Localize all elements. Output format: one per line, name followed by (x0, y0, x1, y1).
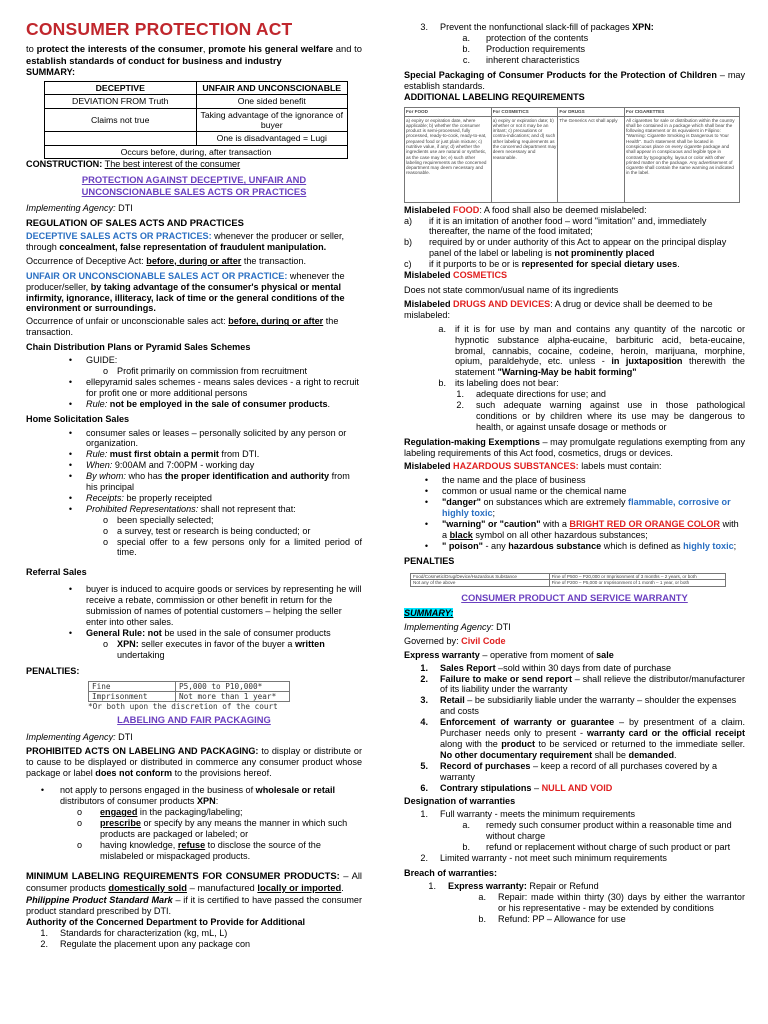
construction: CONSTRUCTION: The best interest of the consumer (26, 159, 241, 170)
express-warranty: Express warranty – operative from moment of sale (404, 649, 614, 660)
designation-heading: Designation of warranties (404, 795, 516, 806)
list-item: 5. Record of purchases – keep a record of all purchases covered by a warranty (420, 760, 717, 782)
deceptive-occurrence: Occurrence of Deceptive Act: before, during or after the transaction. (26, 255, 307, 266)
list-item: 2. Regulate the placement upon any package con (40, 938, 251, 949)
authority-heading: Authority of the Concerned Department to Provide for Additional (26, 916, 306, 927)
implementing-agency-2: Implementing Agency: DTI (26, 731, 133, 742)
list-item: c) if it purports to be or is represented for special dietary uses. (404, 259, 680, 270)
list-item: 1. Express warranty: Repair or Refund (428, 880, 599, 891)
summary-cell: Claims not true (45, 108, 197, 132)
warranty-agency: Implementing Agency: DTI (404, 621, 511, 632)
summary-label: SUMMARY: (26, 66, 75, 77)
list-item: • Receipts: be properly receipted (68, 492, 212, 503)
intro-paragraph: to protect the interests of the consumer, promote his general welfare and to establish standards of conduct for business and industry (26, 43, 362, 66)
penalty-cell: Fine (89, 681, 176, 691)
slack-fill-list (404, 22, 745, 66)
list-item: o special offer to a few persons only for a limited period of time. (102, 536, 362, 558)
list-item: 1. adequate directions for use; and (456, 389, 606, 400)
labeling-header-cigarettes: For CIGARETTES (625, 108, 740, 116)
penalty-cell: Imprisonment (89, 691, 176, 701)
list-item: a. protection of the contents (462, 32, 589, 43)
ppsm: Philippine Product Standard Mark – if it is certified to have passed the consumer product standard prescribed by DTI. (26, 895, 362, 916)
summary-table (44, 81, 348, 160)
list-item: 1. Standards for characterization (kg, mL, L) (40, 927, 228, 938)
summary-cell: One is disadvantaged = Lugi (196, 132, 348, 145)
penalty-table (88, 681, 290, 702)
penalties-heading: PENALTIES (404, 555, 455, 566)
list-item: • General Rule: not be used in the sale of consumer products (68, 627, 331, 638)
list-item: 3. Prevent the nonfunctional slack-fill of packages XPN: (420, 22, 654, 32)
additional-labeling-heading: ADDITIONAL LABELING REQUIREMENTS (404, 92, 585, 103)
breach-list (404, 881, 745, 925)
mislabeled-cosmetics: Mislabeled COSMETICS (404, 270, 508, 281)
penalty-cell: P5,000 to P10,000* (176, 681, 290, 691)
page-title: CONSUMER PROTECTION ACT (26, 19, 293, 39)
penalties-label: PENALTIES: (26, 665, 80, 676)
list-item: c. inherent characteristics (462, 54, 580, 65)
list-item: • "warning" or "caution" with a BRIGHT RED OR ORANGE COLOR with a black symbol on all other hazardous substances; (424, 519, 739, 540)
drug-list (404, 324, 745, 433)
list-item: b. its labeling does not bear: (438, 378, 559, 389)
penalty-cell: Not more than 1 year* (176, 691, 290, 701)
prohibited-list (26, 785, 362, 861)
labeling-cell-cosmetics: a) expiry or expiration date; b) whether or not it may be an irritant; c) precautions or contra-indications; and d) such other labeling requirements as the concerned department may deem necessary and reasonable. (491, 116, 558, 202)
list-item: b. Production requirements (462, 43, 586, 54)
left-column (26, 0, 362, 950)
list-item: • Rule: must first obtain a permit from DTI. (68, 449, 260, 460)
list-item: 1. Sales Report –sold within 30 days from date of purchase (420, 662, 671, 673)
unfair-definition: UNFAIR OR UNCONSCIONABLE SALES ACT OR PRACTICE: whenever the producer/seller, by taking advantage of the consumer's physical or mental infirmity, ignorance, illiteracy, lack of time or the general conditions of the environment or surroundings. (26, 270, 345, 314)
list-item: • not apply to persons engaged in the business of wholesale or retail distributors of consumer products XPN: (40, 785, 336, 807)
list-item: • By whom: who has the proper identification and authority from his principal (68, 471, 350, 493)
list-item: 2. such adequate warning against use in those pathological conditions or by children where its use may be dangerous to health, or against unsafe dosage or methods or (456, 400, 745, 432)
mislabeled-hazardous: Mislabeled HAZARDOUS SUBSTANCES: labels must contain: (404, 460, 662, 471)
section-heading-deceptive: PROTECTION AGAINST DECEPTIVE, UNFAIR AND UNCONSCIONABLE SALES ACTS OR PRACTICES (81, 174, 307, 197)
penalty-cell: Food/Cosmetic/Drug/Device/Hazardous Substance (411, 573, 550, 580)
summary-footer: Occurs before, during, after transaction (45, 145, 348, 158)
list-item: • Prohibited Representations: shall not represent that: (68, 503, 296, 514)
labeling-cell-drugs: The Generics Act shall apply (558, 116, 625, 202)
summary-cell (45, 132, 197, 145)
penalty-cell: Fine of P200 – P5,000 or Imprisonment of 1 month – 1 year, or both (549, 580, 725, 587)
list-item: 6. Contrary stipulations – NULL AND VOID (420, 782, 613, 793)
penalty-note: *Or both upon the discretion of the court (88, 702, 278, 711)
cosmetics-body: Does not state common/usual name of its ingredients (404, 284, 619, 295)
list-item: 3. Retail – be subsidiarily liable under the warranty – shoulder the expenses and costs (420, 695, 737, 717)
list-item: • Rule: not be employed in the sale of consumer products. (68, 398, 331, 409)
special-packaging: Special Packaging of Consumer Products for the Protection of Children – may establish standards. (404, 69, 745, 91)
list-item: o engaged in the packaging/labeling; (76, 806, 243, 817)
list-item: 4. Enforcement of warranty or guarantee – by presentment of a claim. Purchaser needs only to present - warranty card or the official receipt along with the product to be serviced or returned to the immediate seller. No other documentary requirement shall be demanded. (420, 717, 745, 760)
mislabeled-drugs: Mislabeled DRUGS AND DEVICES: A drug or device shall be deemed to be mislabeled: (404, 298, 713, 320)
list-item: • When: 9:00AM and 7:00PM - working day (68, 460, 255, 471)
home-list (26, 428, 362, 559)
list-item: o Profit primarily on commission from recruitment (102, 365, 308, 376)
list-item: • ellepyramid sales schemes - means sales devices - a right to recruit for profit one or more additional persons (68, 376, 359, 398)
list-item: o XPN: seller executes in favor of the buyer a written undertaking (102, 638, 325, 660)
designation-list (404, 809, 745, 864)
section-heading-warranty: CONSUMER PRODUCT AND SERVICE WARRANTY (461, 591, 688, 603)
hazard-list (404, 475, 745, 551)
list-item: b. Refund: PP – Allowance for use (478, 913, 626, 924)
summary-header-unfair: UNFAIR AND UNCONSCIONABLE (196, 81, 348, 94)
list-item: b) required by or under authority of this Act to appear on the principal display panel of the label or labeling is not prominently placed (404, 237, 727, 259)
penalty-cell: Fine of P500 – P20,000 or Imprisonment of 3 months – 2 years, or both (549, 573, 725, 580)
list-item: a) if it is an imitation of another food – word "imitation" and, immediately thereafter, the name of the food imitated; (404, 215, 707, 237)
list-item: • GUIDE: (68, 355, 118, 366)
regulation-heading: REGULATION OF SALES ACTS AND PRACTICES (26, 216, 244, 228)
list-item: o prescribe or specify by any means the manner in which such products are packaged or labeled; or (76, 817, 348, 839)
list-item: • consumer sales or leases – personally solicited by any person or organization. (68, 427, 347, 449)
labeling-cell-food: a) expiry or expiration date, where applicable; b) whether the consumer product is semi-processed, fully processed, ready-to-cook, ready-to-eat, prepared food or just plain mixture; c) nutritive value, if any; d) whether the ingredients use are natural or synthetic, as the case may be; e) such other labeling requirements as the concerned department may deem necessary and reasonable. (405, 116, 492, 202)
chain-heading: Chain Distribution Plans or Pyramid Sales Schemes (26, 342, 251, 353)
minimum-labeling: MINIMUM LABELING REQUIREMENTS FOR CONSUMER PRODUCTS: – All consumer products domestically sold – manufactured locally or imported. (26, 870, 362, 893)
list-item: o a survey, test or research is being conducted; or (102, 525, 311, 536)
list-item: o been specially selected; (102, 514, 214, 525)
list-item: a. if it is for use by man and contains any quantity of the narcotic or hypnotic substance alpha-eucaine, barbituric acid, beta-eucaine, bromal, cannabis, cocaine, codeine, heroin, marijuana, morphine, opium, paraldehyde, etc. unless - in juxtaposition therewith the statement "Warning-May be habit forming" (438, 323, 745, 378)
mislabeled-food: Mislabeled FOOD: A food shall also be deemed mislabeled: (404, 204, 647, 215)
list-item: • buyer is induced to acquire goods or services by representing he will receive a rebate, commission or other benefit in return for the submission of names of potential customers – helping the seller enter into other sales. (68, 584, 362, 627)
authority-list (26, 928, 362, 950)
referral-heading: Referral Sales (26, 567, 87, 578)
unfair-occurrence: Occurrence of unfair or unconscionable sales act: before, during or after the transaction. (26, 316, 339, 338)
list-item: • " poison" - any hazardous substance which is defined as highly toxic; (424, 540, 737, 551)
list-item: • the name and the place of business (424, 475, 586, 486)
list-item: • "danger" on substances which are extremely flammable, corrosive or highly toxic; (424, 497, 731, 519)
list-item: 2. Failure to make or send report – shall relieve the distributor/manufacturer of its liability under the warranty (420, 673, 745, 695)
deceptive-definition: DECEPTIVE SALES ACTS OR PRACTICES: whenever the producer or seller, through concealment, false representation of fraudulent manipulation. (26, 231, 345, 252)
food-list (404, 216, 745, 271)
penalty-cell: Not any of the above (411, 580, 550, 587)
chain-list (26, 355, 362, 410)
labeling-cell-cigarettes: All cigarettes for sale or distribution within the country shall be contained in a package which shall bear the following statement or its equivalent in Filipino: "Warning: Cigarette Smoking is Dangerous to Your Health". Such statement shall be located in conspicuous place on every cigarette package and shall appear in conspicuous and legible type in contrast by typography, layout or color with other printed matter on the package. Any advertisement of cigarette shall contain the same warning as indicated in the label. (625, 116, 740, 202)
additional-labeling-table (404, 107, 740, 202)
summary-cell: One sided benefit (196, 95, 348, 108)
list-item: • common or usual name or the chemical name (424, 486, 627, 497)
referral-list (26, 584, 362, 660)
express-list (404, 663, 745, 794)
list-item: a. remedy such consumer product within a reasonable time and without charge (462, 820, 732, 842)
right-column (404, 0, 745, 924)
breach-heading: Breach of warranties: (404, 867, 497, 878)
home-heading: Home Solicitation Sales (26, 413, 130, 424)
labeling-header-cosmetics: For COSMETICS (491, 108, 558, 116)
summary-header-deceptive: DECEPTIVE (45, 81, 197, 94)
labeling-header-food: For FOOD (405, 108, 492, 116)
list-item: a. Repair: made within thirty (30) days by either the warrantor or his representative - may be extended by conditions (478, 891, 745, 913)
summary-cell: Taking advantage of the ignorance of buyer (196, 108, 348, 132)
regulation-making: Regulation-making Exemptions – may promulgate regulations exempting from any labeling requirements of this Act food, cosmetics, drugs or devices. (404, 436, 745, 458)
governed-by: Governed by: Civil Code (404, 635, 506, 646)
section-heading-labeling: LABELING AND FAIR PACKAGING (117, 714, 271, 726)
warranty-summary: SUMMARY: (404, 608, 454, 618)
list-item: 1. Full warranty - meets the minimum requirements (420, 809, 636, 820)
labeling-header-drugs: For DRUGS (558, 108, 625, 116)
list-item: b. refund or replacement without charge of such product or part (462, 842, 731, 853)
implementing-agency: Implementing Agency: DTI (26, 202, 133, 213)
list-item: 2. Limited warranty - not meet such minimum requirements (420, 853, 667, 864)
prohibited-acts: PROHIBITED ACTS ON LABELING AND PACKAGING: to display or distribute or to cause to be displayed or distributed in commerce any consumer product whose package or label does not conform to the provisions hereof. (26, 746, 362, 779)
list-item: o having knowledge, refuse to disclose the source of the mislabeled or mispackaged products. (76, 839, 321, 861)
summary-cell: DEVIATION FROM Truth (45, 95, 197, 108)
labeling-penalty-table (410, 573, 726, 587)
